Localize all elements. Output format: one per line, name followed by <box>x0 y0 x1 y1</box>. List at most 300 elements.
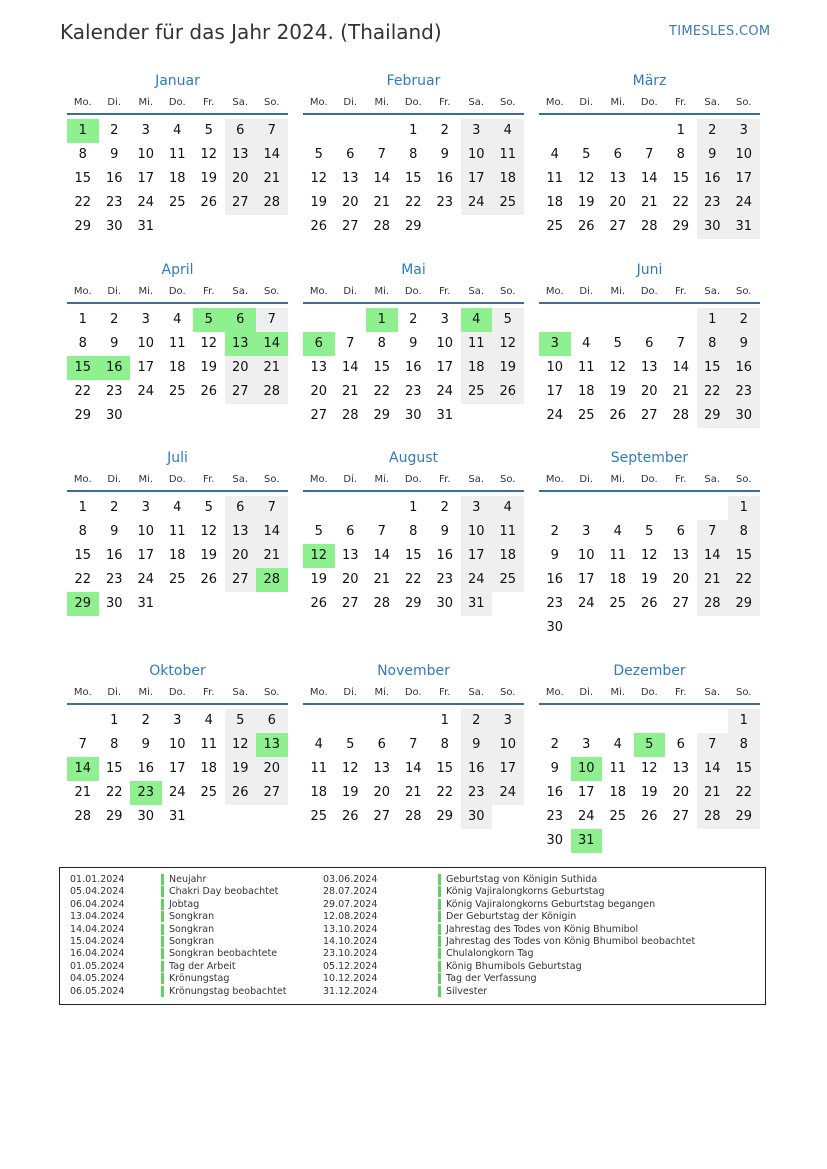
weekday-label: Di. <box>343 97 358 108</box>
day-cell: 29 <box>728 805 760 829</box>
legend-holiday-name: Songkran <box>169 911 215 923</box>
day-cell: 6 <box>225 119 257 143</box>
day-cell: 1 <box>110 713 119 728</box>
day-cell: 21 <box>256 356 288 380</box>
legend-date: 15.04.2024 <box>70 936 125 947</box>
weekday-label: Do. <box>640 97 658 108</box>
day-cell: 20 <box>225 167 257 191</box>
day-cell: 16 <box>105 171 123 186</box>
day-cell: 1 <box>697 308 729 332</box>
day-cell: 23 <box>728 380 760 404</box>
day-cell: 31 <box>168 809 186 824</box>
weekday-label: Di. <box>343 474 358 485</box>
day-cell: 12 <box>640 761 658 776</box>
day-cell: 13 <box>672 761 690 776</box>
day-cell: 30 <box>137 809 155 824</box>
weekday-label: So. <box>500 286 516 297</box>
day-cell: 16 <box>137 761 155 776</box>
day-cell: 12 <box>200 524 218 539</box>
legend-date: 01.01.2024 <box>70 874 125 885</box>
legend-date: 06.04.2024 <box>70 898 125 910</box>
day-cell: 13 <box>373 761 391 776</box>
day-cell: 4 <box>173 500 182 515</box>
day-cell: 25 <box>492 568 524 592</box>
legend-date: 01.05.2024 <box>70 960 125 972</box>
day-cell: 20 <box>341 572 359 587</box>
page-title: Kalender für das Jahr 2024. (Thailand) <box>60 20 442 44</box>
day-cell: 12 <box>640 548 658 563</box>
weekday-label: So. <box>736 474 752 485</box>
day-cell: 11 <box>168 336 186 351</box>
day-cell: 19 <box>310 572 328 587</box>
day-cell: 24 <box>492 781 524 805</box>
day-cell: 13 <box>225 520 257 544</box>
day-cell: 31 <box>436 408 454 423</box>
day-cell: 19 <box>640 572 658 587</box>
weekday-label: Mi. <box>138 97 154 108</box>
day-cell: 9 <box>440 147 449 162</box>
day-cell: 26 <box>640 809 658 824</box>
weekday-label: Di. <box>107 474 122 485</box>
day-cell: 26 <box>609 408 627 423</box>
day-cell: 13 <box>640 360 658 375</box>
legend-date: 05.04.2024 <box>70 886 125 898</box>
day-cell: 20 <box>609 195 627 210</box>
day-cell: 25 <box>310 809 328 824</box>
day-cell: 18 <box>546 195 564 210</box>
day-cell: 23 <box>105 195 123 210</box>
day-cell: 4 <box>204 713 213 728</box>
day-cell: 23 <box>697 191 729 215</box>
legend-date: 23.10.2024 <box>323 948 378 960</box>
day-cell: 5 <box>204 500 213 515</box>
day-cell: 15 <box>672 171 690 186</box>
day-cell: 20 <box>373 785 391 800</box>
legend-row <box>323 874 723 886</box>
day-cell: 26 <box>310 596 328 611</box>
day-cell: 26 <box>200 195 218 210</box>
month-name: Januar <box>155 73 200 89</box>
weekday-label: Mi. <box>610 97 626 108</box>
day-cell: 9 <box>141 737 150 752</box>
day-cell: 30 <box>546 620 564 635</box>
weekday-label: Di. <box>579 286 594 297</box>
day-cell: 30 <box>404 408 422 423</box>
legend-color-bar <box>438 973 441 984</box>
weekday-label: Do. <box>640 474 658 485</box>
holiday-day-cell: 14 <box>67 757 99 781</box>
weekday-label: Do. <box>168 97 186 108</box>
day-cell: 12 <box>609 360 627 375</box>
holiday-day-cell: 10 <box>571 757 603 781</box>
holiday-day-cell: 13 <box>256 733 288 757</box>
weekday-label: Do. <box>168 474 186 485</box>
day-cell: 18 <box>200 761 218 776</box>
day-cell: 8 <box>697 332 729 356</box>
day-cell: 7 <box>78 737 87 752</box>
day-cell: 19 <box>225 757 257 781</box>
day-cell: 3 <box>461 496 493 520</box>
day-cell: 12 <box>310 171 328 186</box>
day-cell: 15 <box>436 761 454 776</box>
day-cell: 30 <box>105 596 123 611</box>
legend-date: 12.08.2024 <box>323 911 378 923</box>
day-cell: 29 <box>697 404 729 428</box>
day-cell: 17 <box>577 572 595 587</box>
legend-holiday-name: Krönungstag <box>169 973 230 985</box>
day-cell: 25 <box>168 195 186 210</box>
legend-date: 06.05.2024 <box>70 985 125 997</box>
weekday-label: Mo. <box>309 97 328 108</box>
day-cell: 18 <box>168 360 186 375</box>
day-cell: 21 <box>256 544 288 568</box>
day-cell: 20 <box>225 356 257 380</box>
day-cell: 3 <box>440 312 449 327</box>
weekday-label: Mi. <box>610 474 626 485</box>
weekday-label: Fr. <box>203 474 215 485</box>
day-cell: 26 <box>577 219 595 234</box>
holiday-day-cell: 6 <box>225 308 257 332</box>
day-cell: 23 <box>436 195 454 210</box>
legend-color-bar <box>438 948 441 959</box>
day-cell: 21 <box>74 785 92 800</box>
day-cell: 27 <box>609 219 627 234</box>
day-cell: 3 <box>173 713 182 728</box>
day-cell: 28 <box>672 408 690 423</box>
day-cell: 5 <box>613 336 622 351</box>
legend-color-bar <box>438 961 441 972</box>
legend-holiday-name: Krönungstag beobachtet <box>169 985 287 997</box>
day-cell: 21 <box>697 781 729 805</box>
day-cell: 30 <box>728 404 760 428</box>
day-cell: 26 <box>200 384 218 399</box>
legend-holiday-name: Songkran <box>169 923 215 935</box>
day-cell: 25 <box>609 809 627 824</box>
weekday-label: Mo. <box>309 687 328 698</box>
legend-holiday-name: Jahrestag des Todes von König Bhumibol <box>446 923 639 935</box>
weekday-label: Mo. <box>73 286 92 297</box>
day-cell: 17 <box>546 384 564 399</box>
legend-color-bar <box>161 899 164 910</box>
day-cell: 17 <box>492 757 524 781</box>
day-cell: 29 <box>404 596 422 611</box>
month-rule <box>67 302 288 304</box>
day-cell: 4 <box>550 147 559 162</box>
day-cell: 14 <box>256 143 288 167</box>
holiday-day-cell: 13 <box>225 332 257 356</box>
day-cell: 30 <box>546 833 564 848</box>
day-cell: 6 <box>377 737 386 752</box>
legend-holiday-name: Tag der Verfassung <box>446 973 537 985</box>
weekday-label: Sa. <box>232 97 249 108</box>
legend-color-bar <box>161 924 164 935</box>
day-cell: 15 <box>404 171 422 186</box>
day-cell: 18 <box>577 384 595 399</box>
day-cell: 23 <box>105 384 123 399</box>
weekday-label: Mi. <box>374 286 390 297</box>
month-rule <box>539 113 760 115</box>
weekday-label: Mi. <box>610 286 626 297</box>
day-cell: 16 <box>546 572 564 587</box>
day-cell: 7 <box>256 496 288 520</box>
weekday-label: Do. <box>404 97 422 108</box>
day-cell: 27 <box>225 568 257 592</box>
day-cell: 10 <box>577 548 595 563</box>
day-cell: 14 <box>404 761 422 776</box>
day-cell: 6 <box>225 496 257 520</box>
month-rule <box>539 490 760 492</box>
day-cell: 25 <box>546 219 564 234</box>
month-name: November <box>377 663 450 679</box>
weekday-label: Sa. <box>232 687 249 698</box>
day-cell: 22 <box>728 568 760 592</box>
day-cell: 13 <box>310 360 328 375</box>
day-cell: 24 <box>461 568 493 592</box>
month-name: Februar <box>386 73 441 89</box>
month-name: Juli <box>167 450 188 466</box>
legend-date: 03.06.2024 <box>323 874 378 885</box>
day-cell: 28 <box>404 809 422 824</box>
day-cell: 15 <box>373 360 391 375</box>
day-cell: 11 <box>546 171 564 186</box>
day-cell: 13 <box>341 548 359 563</box>
day-cell: 27 <box>225 380 257 404</box>
day-cell: 31 <box>728 215 760 239</box>
day-cell: 4 <box>314 737 323 752</box>
day-cell: 17 <box>728 167 760 191</box>
weekday-label: Mo. <box>545 474 564 485</box>
day-cell: 16 <box>436 171 454 186</box>
weekday-label: Do. <box>404 474 422 485</box>
day-cell: 20 <box>225 544 257 568</box>
legend-holiday-name: Songkran beobachtete <box>169 948 278 960</box>
legend-color-bar <box>438 911 441 922</box>
legend-color-bar <box>161 911 164 922</box>
month-rule <box>303 703 524 705</box>
weekday-label: Sa. <box>232 474 249 485</box>
weekday-label: Mi. <box>138 286 154 297</box>
day-cell: 6 <box>676 737 685 752</box>
legend-color-bar <box>161 986 164 997</box>
brand-link[interactable]: TIMESLES.COM <box>669 24 771 39</box>
day-cell: 13 <box>341 171 359 186</box>
weekday-label: Di. <box>343 286 358 297</box>
day-cell: 15 <box>697 356 729 380</box>
day-cell: 24 <box>546 408 564 423</box>
day-cell: 18 <box>609 785 627 800</box>
legend-date: 13.10.2024 <box>323 923 378 935</box>
day-cell: 5 <box>582 147 591 162</box>
day-cell: 21 <box>256 167 288 191</box>
day-cell: 30 <box>461 805 493 829</box>
weekday-label: Sa. <box>704 97 721 108</box>
day-cell: 28 <box>74 809 92 824</box>
weekday-label: Di. <box>579 474 594 485</box>
weekday-label: Sa. <box>704 286 721 297</box>
day-cell: 28 <box>640 219 658 234</box>
day-cell: 28 <box>256 380 288 404</box>
month-name: Mai <box>401 262 426 278</box>
day-cell: 22 <box>728 781 760 805</box>
day-cell: 7 <box>256 119 288 143</box>
day-cell: 4 <box>173 123 182 138</box>
legend-color-bar <box>438 986 441 997</box>
day-cell: 17 <box>436 360 454 375</box>
legend-color-bar <box>438 924 441 935</box>
day-cell: 9 <box>461 733 493 757</box>
day-cell: 4 <box>613 737 622 752</box>
holiday-legend <box>59 867 766 1005</box>
day-cell: 3 <box>582 524 591 539</box>
day-cell: 24 <box>137 384 155 399</box>
day-cell: 23 <box>436 572 454 587</box>
day-cell: 6 <box>613 147 622 162</box>
day-cell: 30 <box>697 215 729 239</box>
day-cell: 17 <box>137 548 155 563</box>
legend-holiday-name: Jahrestag des Todes von König Bhumibol beobachtet <box>446 936 696 947</box>
legend-row <box>323 936 723 948</box>
holiday-day-cell: 15 <box>67 356 99 380</box>
weekday-label: Mo. <box>309 474 328 485</box>
day-cell: 9 <box>110 147 119 162</box>
day-cell: 1 <box>409 500 418 515</box>
day-cell: 27 <box>341 219 359 234</box>
day-cell: 14 <box>373 548 391 563</box>
day-cell: 2 <box>409 312 418 327</box>
day-cell: 22 <box>74 572 92 587</box>
weekday-label: Sa. <box>468 286 485 297</box>
day-cell: 25 <box>609 596 627 611</box>
day-cell: 10 <box>137 524 155 539</box>
day-cell: 10 <box>461 143 493 167</box>
day-cell: 12 <box>200 147 218 162</box>
day-cell: 4 <box>582 336 591 351</box>
day-cell: 17 <box>461 167 493 191</box>
day-cell: 4 <box>492 119 524 143</box>
day-cell: 3 <box>582 737 591 752</box>
day-cell: 7 <box>645 147 654 162</box>
day-cell: 5 <box>314 524 323 539</box>
day-cell: 8 <box>728 733 760 757</box>
day-cell: 17 <box>461 544 493 568</box>
day-cell: 6 <box>256 709 288 733</box>
day-cell: 19 <box>577 195 595 210</box>
legend-holiday-name: König Vajiralongkorns Geburtstag <box>446 886 605 898</box>
day-cell: 3 <box>492 709 524 733</box>
day-cell: 24 <box>168 785 186 800</box>
month-rule <box>67 703 288 705</box>
day-cell: 11 <box>609 548 627 563</box>
legend-row <box>323 986 723 998</box>
day-cell: 15 <box>728 757 760 781</box>
day-cell: 12 <box>200 336 218 351</box>
holiday-day-cell: 4 <box>461 308 493 332</box>
legend-holiday-name: Chakri Day beobachtet <box>169 886 279 898</box>
weekday-label: Sa. <box>232 286 249 297</box>
legend-date: 05.12.2024 <box>323 960 378 972</box>
day-cell: 22 <box>105 785 123 800</box>
day-cell: 10 <box>546 360 564 375</box>
day-cell: 23 <box>105 572 123 587</box>
holiday-day-cell: 3 <box>539 332 571 356</box>
day-cell: 27 <box>256 781 288 805</box>
day-cell: 25 <box>168 384 186 399</box>
day-cell: 30 <box>436 596 454 611</box>
weekday-label: So. <box>736 286 752 297</box>
day-cell: 6 <box>645 336 654 351</box>
day-cell: 2 <box>141 713 150 728</box>
day-cell: 14 <box>672 360 690 375</box>
day-cell: 18 <box>492 167 524 191</box>
weekday-label: Di. <box>107 286 122 297</box>
day-cell: 22 <box>74 384 92 399</box>
day-cell: 4 <box>173 312 182 327</box>
day-cell: 25 <box>200 785 218 800</box>
legend-holiday-name: König Bhumibols Geburtstag <box>446 960 582 972</box>
legend-row <box>323 899 723 911</box>
legend-date: 29.07.2024 <box>323 898 378 910</box>
legend-color-bar <box>438 936 441 947</box>
weekday-label: So. <box>736 97 752 108</box>
day-cell: 5 <box>314 147 323 162</box>
month-rule <box>303 113 524 115</box>
day-cell: 3 <box>141 123 150 138</box>
day-cell: 28 <box>341 408 359 423</box>
day-cell: 16 <box>728 356 760 380</box>
day-cell: 8 <box>110 737 119 752</box>
weekday-label: Do. <box>404 687 422 698</box>
weekday-label: Fr. <box>439 97 451 108</box>
day-cell: 8 <box>377 336 386 351</box>
day-cell: 10 <box>461 520 493 544</box>
day-cell: 15 <box>728 544 760 568</box>
weekday-label: Fr. <box>675 687 687 698</box>
weekday-label: Do. <box>168 687 186 698</box>
weekday-label: Di. <box>107 97 122 108</box>
day-cell: 28 <box>697 592 729 616</box>
legend-date: 28.07.2024 <box>323 886 378 898</box>
day-cell: 11 <box>492 143 524 167</box>
day-cell: 8 <box>409 147 418 162</box>
legend-holiday-name: Songkran <box>169 936 215 947</box>
weekday-label: So. <box>500 687 516 698</box>
weekday-label: Fr. <box>439 286 451 297</box>
day-cell: 14 <box>373 171 391 186</box>
day-cell: 25 <box>461 380 493 404</box>
day-cell: 26 <box>200 572 218 587</box>
day-cell: 2 <box>461 709 493 733</box>
day-cell: 9 <box>440 524 449 539</box>
legend-holiday-name: Silvester <box>446 985 488 997</box>
weekday-label: Mo. <box>545 286 564 297</box>
day-cell: 27 <box>672 596 690 611</box>
weekday-label: Mo. <box>73 97 92 108</box>
day-cell: 11 <box>310 761 328 776</box>
day-cell: 9 <box>697 143 729 167</box>
day-cell: 2 <box>110 312 119 327</box>
day-cell: 17 <box>137 360 155 375</box>
day-cell: 24 <box>137 572 155 587</box>
weekday-label: Fr. <box>203 286 215 297</box>
month-rule <box>539 302 760 304</box>
day-cell: 5 <box>204 123 213 138</box>
day-cell: 21 <box>341 384 359 399</box>
day-cell: 19 <box>492 356 524 380</box>
day-cell: 2 <box>697 119 729 143</box>
day-cell: 30 <box>105 219 123 234</box>
day-cell: 26 <box>341 809 359 824</box>
day-cell: 27 <box>310 408 328 423</box>
